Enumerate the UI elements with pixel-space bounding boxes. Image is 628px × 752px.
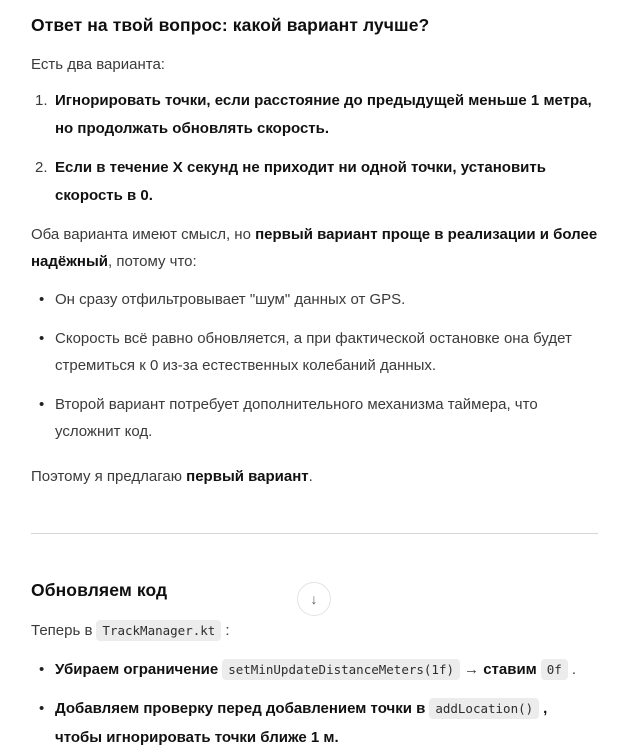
change1-bold-2: ставим bbox=[483, 661, 537, 678]
now-in-text: Теперь в bbox=[31, 622, 93, 639]
inline-code-addlocation: addLocation() bbox=[429, 698, 539, 719]
change1-arrow: → bbox=[464, 661, 484, 678]
conclusion-paragraph bbox=[31, 463, 598, 490]
chevron-down-icon: ↓ bbox=[310, 591, 318, 607]
section-divider bbox=[31, 533, 598, 534]
list-item-reason-3: • Второй вариант потребует дополнительного механизма таймера, что усложнит код. bbox=[55, 391, 598, 445]
options-list bbox=[31, 87, 598, 210]
answer-heading: Ответ на твой вопрос: какой вариант лучше? bbox=[31, 15, 430, 35]
comparison-tail: , потому что: bbox=[108, 253, 197, 270]
change1-period: . bbox=[571, 661, 576, 678]
now-in-colon: : bbox=[225, 622, 230, 639]
changes-list bbox=[31, 655, 598, 752]
now-in-paragraph bbox=[31, 617, 598, 644]
list-item-option-1: Игнорировать точки, если расстояние до предыдущей меньше 1 метра, но продолжать обновлять скорость. bbox=[55, 92, 592, 137]
list-item-option-2: Если в течение X секунд не приходит ни одной точки, установить скорость в 0. bbox=[55, 159, 546, 204]
list-item-reason-2: • Скорость всё равно обновляется, а при фактической остановке она будет стремиться к 0 из-за естественных колебаний данных. bbox=[55, 325, 598, 379]
inline-code-setmin: setMinUpdateDistanceMeters(1f) bbox=[222, 659, 460, 680]
list-item-change-2 bbox=[55, 694, 598, 752]
inline-code-0f: 0f bbox=[541, 659, 568, 680]
comparison-text: Оба варианта имеют смысл, но bbox=[31, 226, 256, 243]
conclusion-tail: . bbox=[308, 468, 313, 485]
reasons-list bbox=[31, 286, 598, 445]
update-heading: Обновляем код bbox=[31, 580, 168, 600]
intro-paragraph: Есть два варианта: bbox=[31, 56, 165, 73]
scroll-to-bottom-button[interactable] bbox=[297, 582, 331, 616]
inline-code-trackmanager: TrackManager.kt bbox=[96, 620, 221, 641]
comparison-bold: первый вариант проще в реализации и более надёжный bbox=[31, 226, 598, 270]
change1-bold-1: Убираем ограничение bbox=[55, 661, 219, 678]
conclusion-text: Поэтому я предлагаю bbox=[31, 468, 187, 485]
comparison-paragraph bbox=[31, 221, 598, 275]
change2-bold-1: Добавляем проверку перед добавлением точки в bbox=[55, 700, 426, 717]
list-item-reason-1: • Он сразу отфильтровывает "шум" данных от GPS. bbox=[55, 286, 598, 313]
change2-bold-2: , чтобы игнорировать точки ближе 1 м. bbox=[55, 700, 548, 746]
list-item-change-1 bbox=[55, 655, 598, 684]
conclusion-bold: первый вариант bbox=[186, 468, 309, 485]
